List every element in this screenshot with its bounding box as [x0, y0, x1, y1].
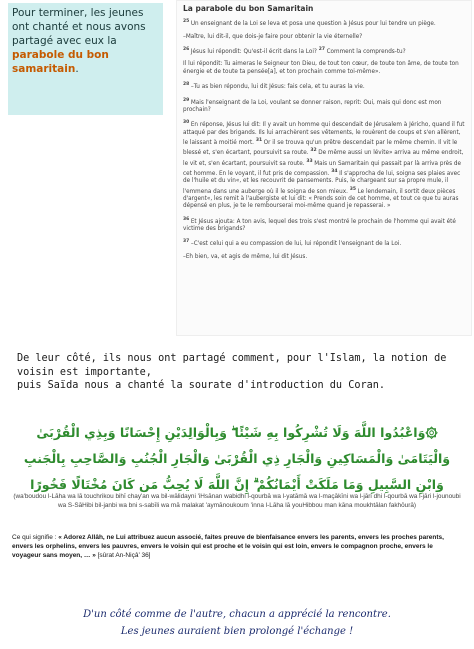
verse-text: Comment la comprends-tu? [326, 49, 406, 55]
islam-line-2: puis Saïda nous a chanté la sourate d'introduction du Coran. [17, 380, 386, 391]
verse-text: –Tu as bien répondu, lui dit Jésus: fais cela, et tu auras la vie. [190, 84, 365, 91]
islam-paragraph [17, 352, 467, 393]
verse-text: Et Jésus ajouta: A ton avis, lequel des trois s'est montré le prochain de l'homme qui avait été victime des brigands? [183, 218, 456, 232]
passage-paragraph [183, 81, 465, 91]
verse-text: De même aussi un lévite» arriva au même endroit, le vit et, s'en écartant, poursuivit sa route. [183, 150, 464, 167]
passage-paragraph [183, 97, 465, 115]
quran-verse-arabic: ۞وَاعْبُدُوا اللَّهَ وَلَا تُشْرِكُوا بِهِ شَيْئًا ۖ وَبِالْوَالِدَيْنِ إِحْسَانًا وَبِذِي الْقُرْبَىٰ وَالْيَتَامَىٰ وَالْمَسَاكِينِ وَالْجَارِ ذِي الْقُرْبَىٰ وَالْجَارِ الْجُنُبِ وَالصَّاحِبِ بِالْجَنبِ وَابْنِ السَّبِيلِ وَمَا مَلَكَتْ أَيْمَانُكُمْ ۗ إِنَّ اللَّهَ لَا يُحِبُّ مَن كَانَ مُخْتَالًا فَخُورًا [23, 425, 451, 492]
verse-text: –Eh bien, va, et agis de même, lui dit Jésus. [183, 253, 308, 260]
verse-text: Mais l'enseignant de la Loi, voulant se donner raison, reprit: Oui, mais qui donc est mon prochain? [183, 99, 442, 113]
passage-paragraph [183, 216, 465, 234]
verse-number: 29 [183, 97, 191, 103]
verse-text: Un enseignant de la Loi se leva et posa une question à Jésus pour lui tendre un piège. [190, 21, 436, 28]
closing-remark [12, 606, 462, 640]
verse-number: 28 [183, 82, 191, 88]
verse-number: 25 [183, 19, 191, 25]
passage-paragraph [183, 61, 465, 76]
verse-number: 37 [183, 239, 191, 245]
quran-meaning [12, 533, 462, 560]
meaning-prefix: Ce qui signifie : [12, 534, 59, 541]
passage-paragraph [183, 119, 465, 210]
verse-number: 33 [306, 158, 315, 164]
verse-text: En réponse, Jésus lui dit: Il y avait un homme qui descendait de Jérusalem à Jéricho, quand il fut attaqué par des brigands. Ils lui arrachèrent ses vêtements, le rouèrent de coups et s'en allèrent, le laissant à moitié mort. [183, 122, 465, 146]
verse-text: Le lendemain, il sortit deux pièces d'argent«, les remit à l'aubergiste et lui dit: « Prends soin de cet homme, et tout ce que tu auras dépensé en plus, je te le rembourserai moi-même quand je repasserai. » [183, 188, 459, 210]
verse-text: Jésus lui répondit: Qu'est-il écrit dans la Loi? [190, 49, 319, 55]
meaning-quote: « Adorez Allâh, ne Lui attribuez aucun associé, faites preuve de bienfaisance envers les parents, envers les proches parents, envers les orphelins, envers les pauvres, envers le voisin qui est proche et le voisin qui est loin, envers le compagnon proche, envers le voyageur sans moyen, … » [12, 534, 444, 559]
verse-number: 27 [318, 47, 327, 53]
passage-paragraph [183, 34, 465, 41]
verse-text: Or il se trouva qu'un prêtre descendait par le même chemin. Il vit le blessé et, s'en écartant, poursuivit sa route. [183, 139, 458, 157]
passage-title: La parabole du bon Samaritain [183, 4, 314, 13]
passage-paragraph [183, 46, 465, 56]
verse-number: 32 [310, 148, 319, 154]
passage-body [183, 18, 465, 261]
verse-number: 35 [349, 186, 358, 192]
verse-number: 31 [255, 137, 264, 143]
closing-line-1: D'un côté comme de l'autre, chacun a apprécié la rencontre. [83, 609, 391, 620]
verse-text: –C'est celui qui a eu compassion de lui, lui répondit l'enseignant de la Loi. [190, 241, 402, 248]
closing-line-2: Les jeunes auraient bien prolongé l'échange ! [120, 626, 354, 637]
islam-line-1: De leur côté, ils nous ont partagé comment, pour l'Islam, la notion de voisin est importante, [17, 353, 447, 378]
verse-number: 30 [183, 120, 191, 126]
verse-text: Il lui répondit: Tu aimeras le Seigneur ton Dieu, de tout ton cœur, de toute ton âme, de toute ton énergie et de toute ta pensée[a], et ton prochain comme toi-même». [183, 61, 459, 75]
intro-highlight: parabole du bon samaritain [12, 49, 109, 75]
intro-text: Pour terminer, les jeunes ont chanté et nous avons partagé avec eux la [12, 7, 146, 47]
verse-text: Mais un Samaritain qui passait par là arriva près de cet homme. En le voyant, il fut pris de compassion. [183, 160, 462, 177]
verse-number: 36 [183, 216, 191, 222]
verse-text: Il s'approcha de lui, soigna ses plaies avec de l'huile et du vin«, et les recouvrit de pansements. Puis, le chargeant sur sa propre mule, il l'emmena dans une auberge où il le soigna de son mieux. [183, 170, 461, 195]
bible-passage-image [176, 0, 472, 336]
intro-end: . [75, 63, 79, 75]
quran-transliteration: (wa'boudou l-Lāha wa lā touchrikou bihī chay'an wa bil-wālidayni 'iHsānan wabidhi l-qourbā wa l-yatāmā wa l-maçākīni wa l-jāri dhi l-qourbā wa l-jāri l-jounoubi wa S-SāHibi bil-janbi wa bni s-sabīli wa mā malakat 'aymānoukoum 'inna l-Lāha lā youHibbou man kāna moukhtālan fakhōurā) [13, 493, 461, 509]
verse-number: 26 [183, 47, 191, 53]
meaning-reference: [sûrat An-Niçâ’ 36] [95, 552, 151, 559]
passage-paragraph [183, 18, 465, 28]
passage-paragraph [183, 254, 465, 261]
verse-number: 34 [331, 168, 340, 174]
intro-callout [8, 3, 163, 115]
passage-paragraph [183, 238, 465, 248]
verse-text: –Maître, lui dit-il, que dois-je faire pour obtenir la vie éternelle? [183, 33, 363, 40]
